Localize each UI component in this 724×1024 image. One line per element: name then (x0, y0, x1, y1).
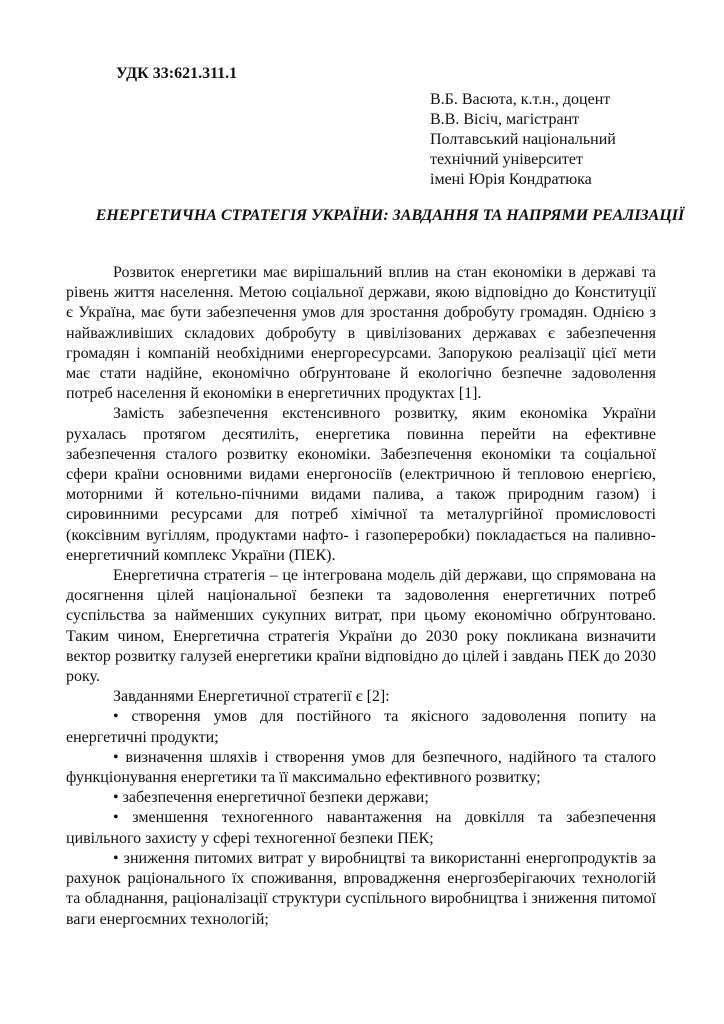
body-text (66, 263, 656, 930)
bullet-item: • визначення шляхів і створення умов для безпечного, надійного та сталого функціонування енергетики та її максимально ефективного розвитку; (66, 748, 656, 787)
affiliation-line: технічний університет (430, 151, 583, 168)
paragraph: Завданнями Енергетичної стратегії є [2]: (113, 688, 390, 706)
bullet-item: • створення умов для постійного та якісного задоволення попиту на енергетичні продукти; (66, 708, 656, 746)
paragraph: Розвиток енергетики має вирішальний вплив на стан економіки в державі та рівень життя населення. Метою соціальної держави, якою відповідно до Конституції є Україна, має бути забезпечення умов для зростання добробуту громадян. Однією з найважливіших складових добробуту в цивілізованих державах є забезпечення громадян і компаній необхідними енергоресурсами. Запорукою реалізації цієї мети має стати надійне, економічно обґрунтоване й екологічно безпечне задоволення потреб населення й економіки в енергетичних продуктах [1]. (66, 264, 656, 403)
author-line: В.Б. Васюта, к.т.н., доцент (430, 91, 611, 108)
bullet-item: • забезпечення енергетичної безпеки держави; (113, 789, 429, 807)
author-block (430, 90, 616, 190)
affiliation-line: імені Юрія Кондратюка (430, 171, 592, 188)
author-line: В.В. Вісіч, магістрант (430, 111, 580, 128)
paragraph: Енергетична стратегія – це інтегрована модель дій держави, що спрямована на досягнення цілей національної безпеки та задоволення енергетичних потреб суспільства за найменших сукупних витрат, при цьому економічно обґрунтовано. Таким чином, Енергетична стратегія України до 2030 року покликана визначити вектор розвитку галузей енергетики країни відповідно до цілей і завдань ПЕК до 2030 року. (66, 567, 656, 686)
bullet-item: • зменшення техногенного навантаження на довкілля та забезпечення цивільного захисту у сфері техногенної безпеки ПЕК; (66, 809, 656, 847)
udc-code: УДК 33:621.311.1 (116, 65, 238, 82)
paragraph: Замість забезпечення екстенсивного розвитку, яким економіка України рухалась протягом десятиліть, енергетика повинна перейти на ефективне забезпечення сталого розвитку економіки. Забезпечення економіки та соціальної сфери країни основними видами енергоносіїв (електричною й тепловою енергією, моторними й котельно-пічними видами палива, а також природним газом) і сировинними ресурсами для потреб хімічної та металургійної промисловості (коксівним вугіллям, продуктами нафто- і газопереробки) покладається на паливно-енергетичний комплекс України (ПЕК). (66, 405, 656, 564)
paper-title: ЕНЕРГЕТИЧНА СТРАТЕГІЯ УКРАЇНИ: ЗАВДАННЯ ТА НАПРЯМИ РЕАЛІЗАЦІЇ (95, 207, 685, 224)
bullet-item: • зниження питомих витрат у виробництві та використанні енергопродуктів за рахунок раціонального їх споживання, впровадження енергозберігаючих технологій та обладнання, раціоналізації структури суспільного виробництва і зниження питомої ваги енергоємних технологій; (66, 849, 656, 928)
affiliation-line: Полтавський національний (430, 131, 616, 148)
